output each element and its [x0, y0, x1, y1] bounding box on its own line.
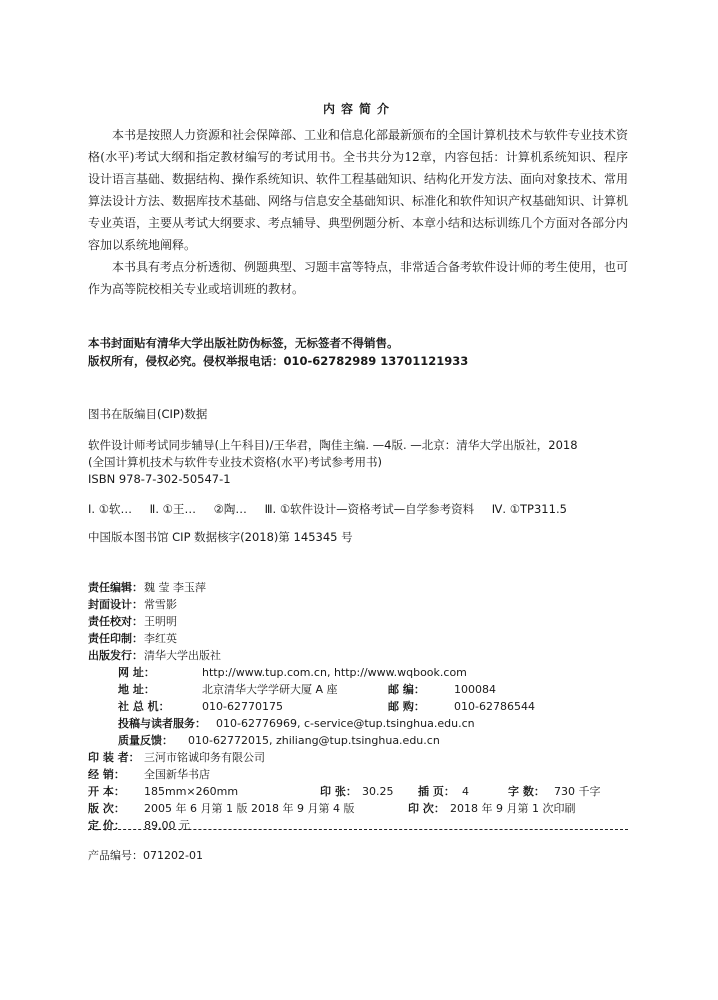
plates-label: 插 页：: [418, 785, 455, 798]
cip-class-item: Ⅲ. ①软件设计—资格考试—自学参考资料: [264, 502, 475, 516]
credit-label: 版 次：: [88, 802, 125, 815]
format-value: 185mm×260mm: [144, 785, 239, 798]
cip-record-number: 中国版本图书馆 CIP 数据核字(2018)第 145345 号: [88, 530, 353, 544]
publication-credits: [88, 579, 648, 834]
credit-label: 开 本：: [88, 785, 125, 798]
cip-class-item: ②陶…: [213, 502, 247, 516]
switchboard-value: 010-62770175: [202, 700, 283, 713]
credit-row-switchboard: [88, 698, 648, 715]
credit-row-cover: [88, 596, 648, 613]
credit-row-address: [88, 681, 648, 698]
credit-row-editor: [88, 579, 648, 596]
cip-series-line: (全国计算机技术与软件专业技术资格(水平)考试参考用书): [88, 455, 382, 469]
credit-row-publisher: [88, 647, 648, 664]
sheets-value: 30.25: [362, 785, 394, 798]
sheets-label: 印 张：: [320, 785, 357, 798]
feedback-value: 010-62772015, zhiliang@tup.tsinghua.edu.cn: [188, 734, 440, 747]
dashed-divider: [88, 829, 628, 830]
credit-label: 网 址：: [118, 666, 155, 679]
credit-row-feedback: [88, 732, 648, 749]
credit-value: 全国新华书店: [144, 768, 210, 781]
credit-label: 投稿与读者服务：: [118, 717, 206, 730]
cip-class-item: Ⅰ. ①软…: [88, 502, 133, 516]
cip-heading: 图书在版编目(CIP)数据: [88, 407, 208, 421]
credit-value: 李红英: [144, 632, 177, 645]
credit-label: 社 总 机：: [118, 700, 170, 713]
address-value: 北京清华大学学研大厦 A 座: [202, 683, 338, 696]
credit-value: 魏 莹 李玉萍: [144, 581, 206, 594]
credit-row-printer: [88, 749, 648, 766]
credit-row-website: [88, 664, 648, 681]
credit-row-service: [88, 715, 648, 732]
postcode-value: 100084: [454, 683, 496, 696]
credit-row-proofread: [88, 613, 648, 630]
cip-title-line: 软件设计师考试同步辅导(上午科目)/王华君，陶佳主编. —4版. —北京：清华大学出版社，2018: [88, 438, 578, 452]
mail-order-label: 邮 购：: [388, 700, 425, 713]
summary-paragraph: 本书具有考点分析透彻、例题典型、习题丰富等特点，非常适合备考软件设计师的考生使用，也可作为高等院校相关专业或培训班的教材。: [88, 260, 629, 296]
website-value: http://www.tup.com.cn, http://www.wqbook.com: [202, 666, 467, 679]
postcode-label: 邮 编：: [388, 683, 425, 696]
plates-value: 4: [462, 785, 469, 798]
credit-row-distributor: [88, 766, 648, 783]
words-value: 730 千字: [554, 785, 601, 798]
cip-classification: [88, 501, 648, 518]
print-run-value: 2018 年 9 月第 1 次印刷: [450, 802, 576, 815]
product-code: 产品编号：071202-01: [88, 849, 203, 862]
credit-label: 经 销：: [88, 768, 125, 781]
credit-value: 三河市铭诚印务有限公司: [144, 751, 265, 764]
credit-row-edition: [88, 800, 648, 817]
credit-label: 出版发行：: [88, 649, 143, 662]
credit-row-format: [88, 783, 648, 800]
price-value: 89.00 元: [144, 819, 190, 832]
credit-label: 封面设计：: [88, 598, 143, 611]
service-value: 010-62776969, c-service@tup.tsinghua.edu.cn: [216, 717, 475, 730]
words-label: 字 数：: [508, 785, 545, 798]
anti-counterfeit-notice: 本书封面贴有清华大学出版社防伪标签，无标签者不得销售。: [88, 336, 399, 350]
credit-label: 印 装 者：: [88, 751, 140, 764]
credit-label: 责任校对：: [88, 615, 143, 628]
credit-row-price: [88, 817, 648, 834]
summary-paragraph: 本书是按照人力资源和社会保障部、工业和信息化部最新颁布的全国计算机技术与软件专业技术资格(水平)考试大纲和指定教材编写的考试用书。全书共分为12章，内容包括：计算机系统知识、程序设计语言基础、数据结构、操作系统知识、软件工程基础知识、结构化开发方法、面向对象技术、常用算法设计方法、数据库技术基础、网络与信息安全基础知识、标准化和软件知识产权基础知识、计算机专业英语，主要从考试大纲要求、考点辅导、典型例题分析、本章小结和达标训练几个方面对各部分内容加以系统地阐释。: [88, 128, 629, 252]
summary-body: [88, 124, 628, 300]
cip-isbn: ISBN 978-7-302-50547-1: [88, 472, 231, 486]
cip-block: [88, 406, 648, 546]
credit-value: 常雪影: [144, 598, 177, 611]
credit-label: 定 价：: [88, 819, 125, 832]
credit-label: 质量反馈：: [118, 734, 173, 747]
credit-value: 清华大学出版社: [144, 649, 221, 662]
summary-title: 内容简介: [322, 102, 395, 116]
credit-label: 责任印制：: [88, 632, 143, 645]
copyright-notice: [88, 334, 648, 370]
mail-order-value: 010-62786544: [454, 700, 535, 713]
edition-value: 2005 年 6 月第 1 版 2018 年 9 月第 4 版: [144, 802, 355, 815]
credit-label: 地 址：: [118, 683, 155, 696]
print-run-label: 印 次：: [408, 802, 445, 815]
credit-label: 责任编辑：: [88, 581, 143, 594]
cip-class-item: Ⅱ. ①王…: [149, 502, 196, 516]
piracy-report-notice: 版权所有，侵权必究。侵权举报电话：010-62782989 13701121933: [88, 354, 469, 368]
credit-value: 王明明: [144, 615, 177, 628]
credit-row-print-supervisor: [88, 630, 648, 647]
cip-class-item: Ⅳ. ①TP311.5: [491, 502, 567, 516]
